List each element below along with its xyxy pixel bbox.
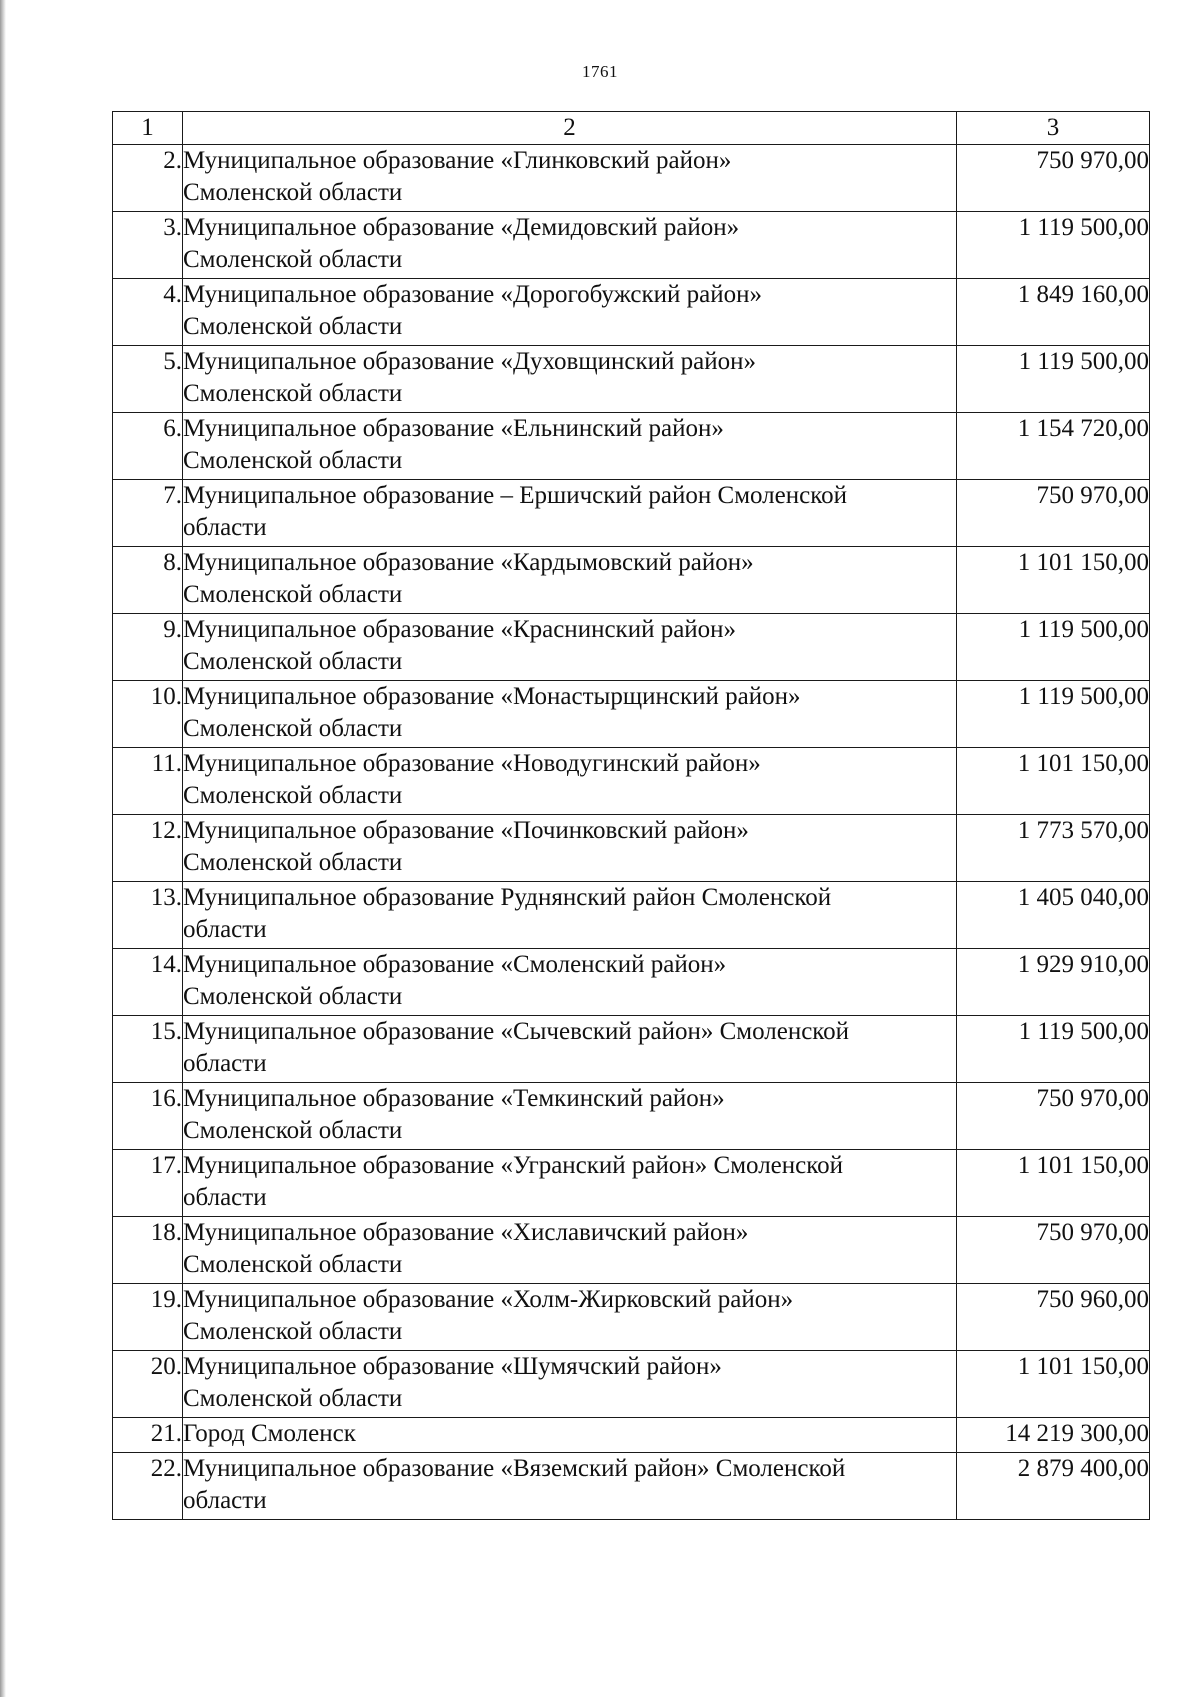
amount: 1 119 500,00 xyxy=(957,614,1150,681)
table-body xyxy=(113,145,1150,1520)
municipality-name xyxy=(183,1150,957,1217)
row-number: 12. xyxy=(113,815,183,882)
table-row xyxy=(113,815,1150,882)
municipality-name-line-1: Муниципальное образование «Ельнинский район» xyxy=(183,415,724,442)
row-number: 10. xyxy=(113,681,183,748)
table-row xyxy=(113,413,1150,480)
row-number: 21. xyxy=(113,1418,183,1453)
amount: 1 929 910,00 xyxy=(957,949,1150,1016)
municipality-name-line-1: Муниципальное образование Руднянский район Смоленской xyxy=(183,884,832,911)
row-number: 22. xyxy=(113,1453,183,1520)
municipality-name xyxy=(183,614,957,681)
municipality-name-line-1: Муниципальное образование «Сычевский район» Смоленской xyxy=(183,1018,850,1045)
row-number: 11. xyxy=(113,748,183,815)
municipality-name-line-1: Муниципальное образование «Дорогобужский район» xyxy=(183,281,762,308)
table-row xyxy=(113,480,1150,547)
municipality-name-line-2: Смоленской области xyxy=(183,1385,403,1412)
municipality-name xyxy=(183,1351,957,1418)
municipality-name xyxy=(183,1217,957,1284)
municipality-name-line-1: Муниципальное образование «Духовщинский район» xyxy=(183,348,756,375)
table-row xyxy=(113,145,1150,212)
amount: 1 849 160,00 xyxy=(957,279,1150,346)
municipality-name-line-2: Смоленской области xyxy=(183,1117,403,1144)
municipality-name xyxy=(183,1284,957,1351)
municipality-name xyxy=(183,949,957,1016)
amount: 1 405 040,00 xyxy=(957,882,1150,949)
table-row xyxy=(113,1016,1150,1083)
table-row xyxy=(113,1150,1150,1217)
amount: 1 101 150,00 xyxy=(957,1150,1150,1217)
table-row xyxy=(113,949,1150,1016)
municipality-name-line-2: Смоленской области xyxy=(183,1251,403,1278)
row-number: 20. xyxy=(113,1351,183,1418)
amount: 1 119 500,00 xyxy=(957,1016,1150,1083)
amount: 1 119 500,00 xyxy=(957,346,1150,413)
municipality-name xyxy=(183,1418,957,1453)
municipality-name-line-2: Смоленской области xyxy=(183,313,403,340)
municipality-name-line-2: Смоленской области xyxy=(183,380,403,407)
row-number: 6. xyxy=(113,413,183,480)
row-number: 8. xyxy=(113,547,183,614)
municipality-name-line-2: Смоленской области xyxy=(183,849,403,876)
municipality-name-line-2: Смоленской области xyxy=(183,447,403,474)
municipality-name-line-1: Муниципальное образование «Починковский район» xyxy=(183,817,749,844)
municipality-name-line-1: Муниципальное образование «Темкинский район» xyxy=(183,1085,725,1112)
municipality-name-line-2: Смоленской области xyxy=(183,782,403,809)
municipality-name xyxy=(183,480,957,547)
amount: 750 970,00 xyxy=(957,1083,1150,1150)
row-number: 13. xyxy=(113,882,183,949)
municipality-name-line-1: Муниципальное образование – Ершичский район Смоленской xyxy=(183,482,847,509)
row-number: 19. xyxy=(113,1284,183,1351)
row-number: 3. xyxy=(113,212,183,279)
municipality-name-line-2: области xyxy=(183,916,267,943)
table-row xyxy=(113,748,1150,815)
row-number: 17. xyxy=(113,1150,183,1217)
municipality-name xyxy=(183,1453,957,1520)
row-number: 2. xyxy=(113,145,183,212)
municipality-name xyxy=(183,815,957,882)
row-number: 7. xyxy=(113,480,183,547)
municipality-name-line-2: области xyxy=(183,514,267,541)
municipality-name xyxy=(183,681,957,748)
row-number: 18. xyxy=(113,1217,183,1284)
amount: 1 119 500,00 xyxy=(957,212,1150,279)
municipality-name-line-2: Смоленской области xyxy=(183,983,403,1010)
municipality-name xyxy=(183,346,957,413)
municipality-name xyxy=(183,1016,957,1083)
municipality-name-line-2: области xyxy=(183,1050,267,1077)
amount: 1 154 720,00 xyxy=(957,413,1150,480)
scan-left-edge xyxy=(0,0,6,1697)
municipality-name-line-1: Муниципальное образование «Смоленский район» xyxy=(183,951,727,978)
page-number: 1761 xyxy=(582,62,618,81)
municipality-name xyxy=(183,212,957,279)
municipality-name-line-2: области xyxy=(183,1487,267,1514)
municipality-name-line-2: Смоленской области xyxy=(183,648,403,675)
municipality-name-line-2: Смоленской области xyxy=(183,246,403,273)
header-col-1: 1 xyxy=(113,112,183,145)
row-number: 14. xyxy=(113,949,183,1016)
row-number: 4. xyxy=(113,279,183,346)
amount: 750 970,00 xyxy=(957,145,1150,212)
municipality-name-line-2: Смоленской области xyxy=(183,179,403,206)
municipality-name-line-2: Смоленской области xyxy=(183,581,403,608)
municipality-name-line-1: Муниципальное образование «Хиславичский район» xyxy=(183,1219,749,1246)
municipality-name-line-1: Муниципальное образование «Кардымовский район» xyxy=(183,549,754,576)
municipality-name xyxy=(183,1083,957,1150)
municipality-name-line-1: Муниципальное образование «Монастырщинский район» xyxy=(183,683,801,710)
municipality-name-line-2: области xyxy=(183,1184,267,1211)
amount: 750 970,00 xyxy=(957,480,1150,547)
amount: 750 970,00 xyxy=(957,1217,1150,1284)
municipality-name-line-1: Муниципальное образование «Угранский район» Смоленской xyxy=(183,1152,843,1179)
table-row xyxy=(113,1418,1150,1453)
table-row xyxy=(113,1083,1150,1150)
municipality-name-line-2: Смоленской области xyxy=(183,1318,403,1345)
amount: 1 101 150,00 xyxy=(957,547,1150,614)
municipality-name xyxy=(183,748,957,815)
table-row xyxy=(113,1351,1150,1418)
table-row xyxy=(113,681,1150,748)
municipality-name xyxy=(183,145,957,212)
table-row xyxy=(113,1284,1150,1351)
amount: 1 101 150,00 xyxy=(957,748,1150,815)
amount: 2 879 400,00 xyxy=(957,1453,1150,1520)
municipality-name-line-1: Муниципальное образование «Краснинский район» xyxy=(183,616,737,643)
municipality-name-line-1: Муниципальное образование «Глинковский район» xyxy=(183,147,732,174)
municipality-name xyxy=(183,882,957,949)
table-row xyxy=(113,212,1150,279)
row-number: 16. xyxy=(113,1083,183,1150)
municipality-name-line-1: Муниципальное образование «Новодугинский район» xyxy=(183,750,761,777)
row-number: 15. xyxy=(113,1016,183,1083)
municipality-name-line-1: Муниципальное образование «Вяземский район» Смоленской xyxy=(183,1455,846,1482)
amount: 750 960,00 xyxy=(957,1284,1150,1351)
table-row xyxy=(113,547,1150,614)
table-row xyxy=(113,882,1150,949)
row-number: 5. xyxy=(113,346,183,413)
header-row xyxy=(113,112,1150,145)
municipality-name-line-1: Муниципальное образование «Демидовский район» xyxy=(183,214,740,241)
header-col-3: 3 xyxy=(957,112,1150,145)
amount: 1 119 500,00 xyxy=(957,681,1150,748)
table-row xyxy=(113,614,1150,681)
table-row xyxy=(113,1217,1150,1284)
table-row xyxy=(113,279,1150,346)
allocation-table xyxy=(112,111,1150,1520)
amount: 1 101 150,00 xyxy=(957,1351,1150,1418)
municipality-name-line-2: Смоленской области xyxy=(183,715,403,742)
municipality-name xyxy=(183,279,957,346)
header-col-2: 2 xyxy=(183,112,957,145)
amount: 14 219 300,00 xyxy=(957,1418,1150,1453)
table-row xyxy=(113,346,1150,413)
table-row xyxy=(113,1453,1150,1520)
municipality-name-line-1: Город Смоленск xyxy=(183,1420,356,1447)
municipality-name-line-1: Муниципальное образование «Шумячский район» xyxy=(183,1353,722,1380)
municipality-name xyxy=(183,413,957,480)
municipality-name-line-1: Муниципальное образование «Холм-Жирковский район» xyxy=(183,1286,794,1313)
row-number: 9. xyxy=(113,614,183,681)
amount: 1 773 570,00 xyxy=(957,815,1150,882)
municipality-name xyxy=(183,547,957,614)
